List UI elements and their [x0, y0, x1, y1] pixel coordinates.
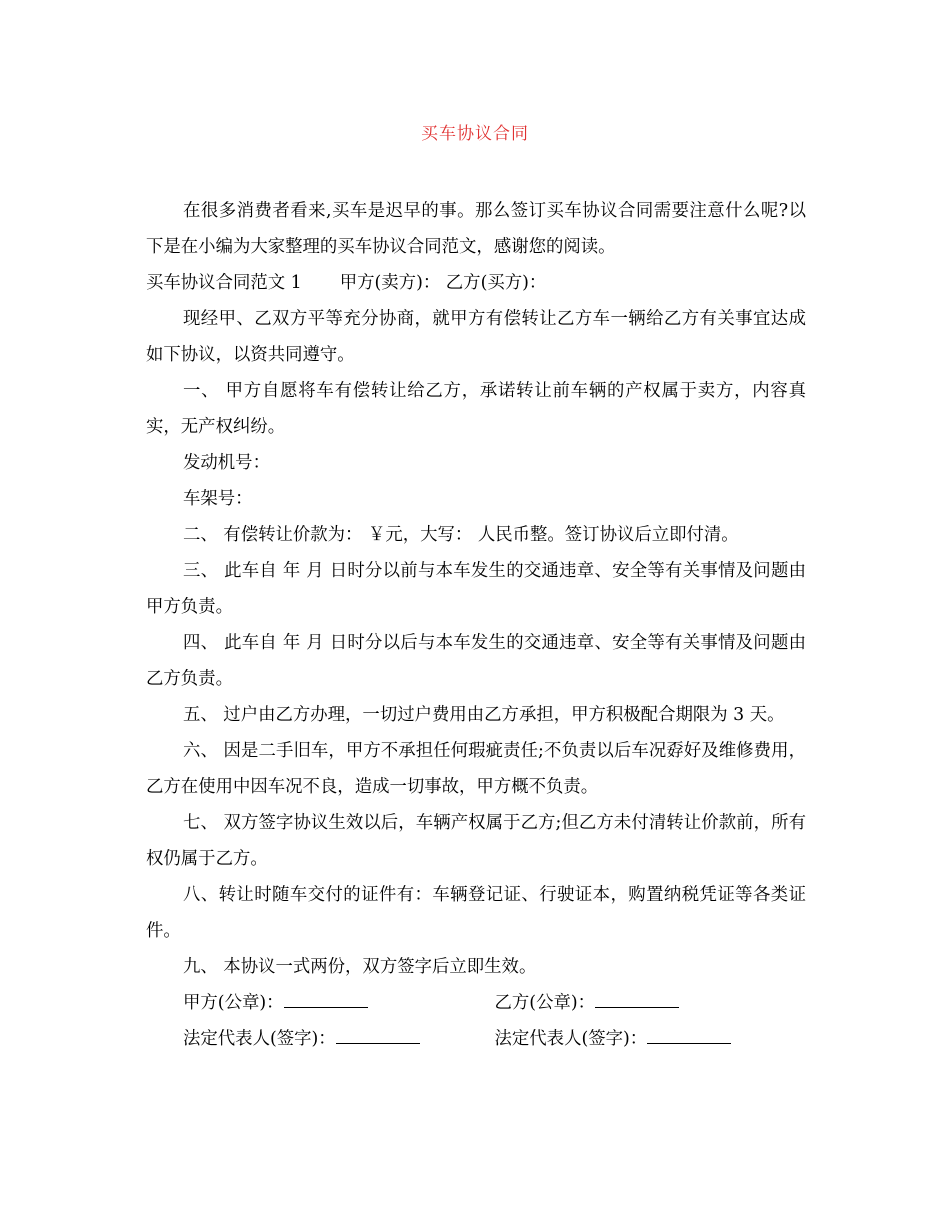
- party-b-seal-label: 乙方(公章)：: [494, 993, 596, 1013]
- chassis-number-field: 车架号：: [183, 489, 253, 509]
- party-a-seal-label: 甲方(公章)：: [183, 993, 284, 1013]
- sample-heading: 买车协议合同范文 1: [146, 273, 302, 293]
- party-a-rep-blank: [336, 1031, 420, 1044]
- clause-7: 七、 双方签字协议生效以后，车辆产权属于乙方;但乙方未付清转让价款前，所有权仍属于乙方。: [146, 813, 806, 869]
- representative-row: [146, 1021, 806, 1057]
- clause-8: 八、转让时随车交付的证件有：车辆登记证、行驶证本，购置纳税凭证等各类证件。: [146, 885, 806, 941]
- clause-4: 四、 此车自 年 月 日时分以后与本车发生的交通违章、安全等有关事情及问题由乙方负责。: [146, 633, 806, 689]
- party-a-rep: [183, 1021, 495, 1057]
- clause-9: 九、 本协议一式两份，双方签字后立即生效。: [183, 957, 537, 977]
- party-b-rep-blank: [647, 1031, 731, 1044]
- party-a-seller-label: 甲方(卖方)：: [339, 273, 441, 293]
- party-b-seal: [495, 985, 807, 1021]
- seal-row: [146, 985, 806, 1021]
- intro-paragraph: 在很多消费者看来,买车是迟早的事。那么签订买车协议合同需要注意什么呢?以下是在小编为大家整理的买车协议合同范文，感谢您的阅读。: [146, 201, 806, 257]
- clause-6: 六、 因是二手旧车，甲方不承担任何瑕疵责任;不负责以后车况孬好及维修费用，乙方在使用中因车况不良，造成一切事故，甲方概不负责。: [146, 741, 806, 797]
- document-title: 买车协议合同: [421, 124, 529, 144]
- preamble-paragraph: 现经甲、乙双方平等充分协商，就甲方有偿转让乙方车一辆给乙方有关事宜达成如下协议，以资共同遵守。: [146, 309, 806, 365]
- clause-3: 三、 此车自 年 月 日时分以前与本车发生的交通违章、安全等有关事情及问题由甲方负责。: [146, 561, 806, 617]
- party-a-seal: [183, 985, 495, 1021]
- engine-number-field: 发动机号：: [183, 453, 270, 473]
- clause-2: 二、 有偿转让价款为： ￥元，大写： 人民币整。签订协议后立即付清。: [183, 525, 739, 545]
- document-body: [146, 193, 806, 1057]
- party-b-buyer-label: 乙方(买方)：: [445, 273, 547, 293]
- party-b-rep-label: 法定代表人(签字)：: [494, 1029, 648, 1049]
- sample-heading-line: [146, 265, 806, 301]
- clause-5: 五、 过户由乙方办理，一切过户费用由乙方承担，甲方积极配合期限为 3 天。: [183, 705, 785, 725]
- party-a-rep-label: 法定代表人(签字)：: [183, 1029, 336, 1049]
- party-b-seal-blank: [595, 995, 679, 1008]
- clause-1: 一、 甲方自愿将车有偿转让给乙方，承诺转让前车辆的产权属于卖方，内容真实，无产权纠纷。: [146, 381, 806, 437]
- party-a-seal-blank: [284, 995, 368, 1008]
- party-b-rep: [495, 1021, 807, 1057]
